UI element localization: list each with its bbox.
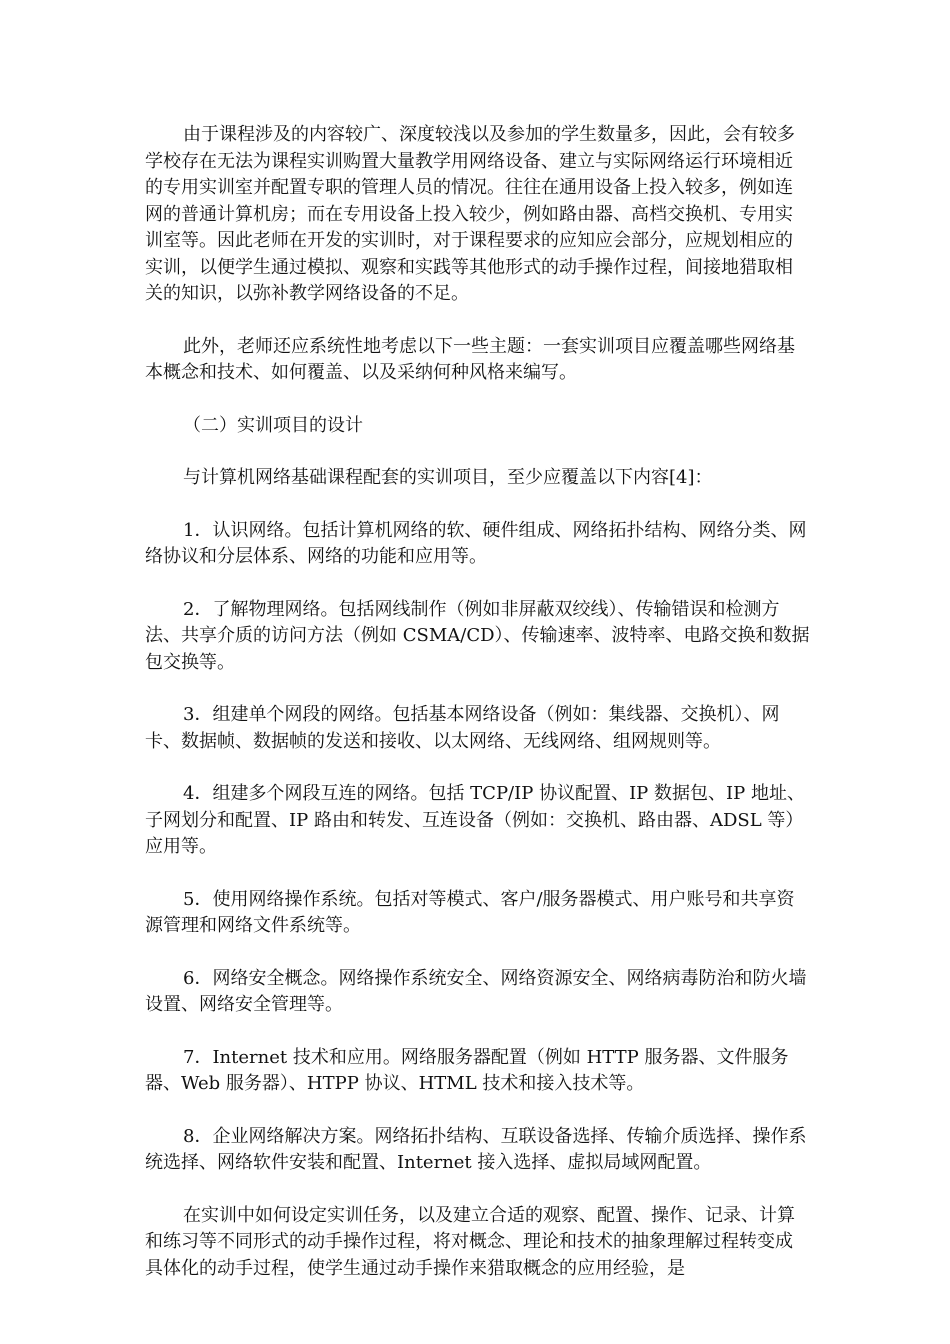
paragraph-closing: 在实训中如何设定实训任务，以及建立合适的观察、配置、操作、记录、计算和练习等不同形式的动手操作过程，将对概念、理论和技术的抽象理解过程转变成具体化的动手过程，使学生通过动手操作来猎取概念的应用经验，是 xyxy=(145,1204,795,1279)
list-item-3: 3．组建单个网段的网络。包括基本网络设备（例如：集线器、交换机）、网卡、数据帧、数据帧的发送和接收、以太网络、无线网络、组网规则等。 xyxy=(145,704,780,752)
section-heading: （二）实训项目的设计 xyxy=(183,414,363,436)
list-item-6: 6．网络安全概念。网络操作系统安全、网络资源安全、网络病毒防治和防火墙设置、网络安全管理等。 xyxy=(145,967,807,1015)
paragraph-intro: 由于课程涉及的内容较广、深度较浅以及参加的学生数量多，因此，会有较多学校存在无法为课程实训购置大量教学用网络设备、建立与实际网络运行环境相近的专用实训室并配置专职的管理人员的情况。往往在通用设备上投入较多，例如连网的普通计算机房；而在专用设备上投入较少，例如路由器、高档交换机、专用实训室等。因此老师在开发的实训时，对于课程要求的应知应会部分，应规划相应的实训，以便学生通过模拟、观察和实践等其他形式的动手操作过程，间接地猎取相关的知识，以弥补教学网络设备的不足。 xyxy=(145,124,795,304)
list-item-5: 5．使用网络操作系统。包括对等模式、客户/服务器模式、用户账号和共享资源管理和网络文件系统等。 xyxy=(145,888,795,936)
list-item-4: 4．组建多个网段互连的网络。包括 TCP/IP 协议配置、IP 数据包、IP 地址、子网划分和配置、IP 路由和转发、互连设备（例如：交换机、路由器、ADSL 等）应用等。 xyxy=(145,783,805,857)
paragraph-topics: 此外，老师还应系统性地考虑以下一些主题：一套实训项目应覆盖哪些网络基本概念和技术、如何覆盖、以及采纳何种风格来编写。 xyxy=(145,335,795,383)
list-item-1: 1．认识网络。包括计算机网络的软、硬件组成、网络拓扑结构、网络分类、网络协议和分层体系、网络的功能和应用等。 xyxy=(145,519,807,567)
list-item-8: 8．企业网络解决方案。网络拓扑结构、互联设备选择、传输介质选择、操作系统选择、网络软件安装和配置、Internet 接入选择、虚拟局域网配置。 xyxy=(145,1125,807,1173)
paragraph-lead-in: 与计算机网络基础课程配套的实训项目，至少应覆盖以下内容[4]： xyxy=(183,467,713,488)
list-item-2: 2．了解物理网络。包括网线制作（例如非屏蔽双绞线）、传输错误和检测方法、共享介质的访问方法（例如 CSMA/CD）、传输速率、波特率、电路交换和数据包交换等。 xyxy=(145,598,810,673)
list-item-7: 7．Internet 技术和应用。网络服务器配置（例如 HTTP 服务器、文件服务器、Web 服务器）、HTPP 协议、HTML 技术和接入技术等。 xyxy=(145,1046,789,1094)
document-page xyxy=(145,122,810,1308)
